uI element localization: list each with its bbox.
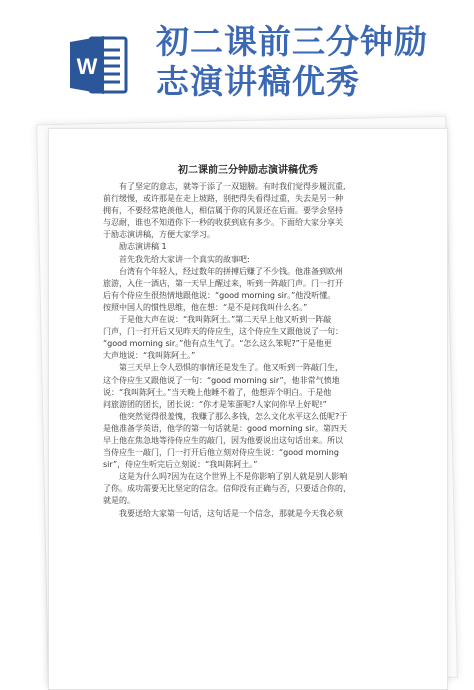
text-line: 当侍应生一敲门，门一打开后他立刻对侍应生说：“good morning: [103, 448, 339, 458]
text-line: 就是的。: [103, 496, 135, 506]
text-line: 前行缓慢，或许那是在走上坡路，别把得失看得过重，失去是另一种: [103, 194, 343, 204]
text-line: 拥有，不要经常艳羡他人，相信属于你的风景还在后面。要学会坚持: [103, 206, 343, 216]
text-line: 这是为什么吗?因为在这个世界上不是你影响了别人就是别人影响: [103, 472, 348, 482]
text-line: 第三天早上令人恐惧的事情还是发生了。他又听到一阵敲门生，: [103, 363, 343, 373]
text-line: 这个侍应生又跟他说了一句：“good morning sir”，他非常气愤地: [103, 375, 340, 385]
text-line: 于励志演讲稿，方便大家学习。: [103, 230, 215, 240]
text-line: 台湾有个年轻人，经过数年的拼搏后赚了不少钱。他准备到欧州: [103, 266, 343, 276]
title-line-2: 志演讲稿优秀: [156, 62, 360, 101]
text-line: 旅游，入住一酒店，第一天早上醒过来，听到一阵敲门声。门一打开: [103, 278, 343, 288]
document-page: [48, 128, 448, 690]
text-line: 与忍耐，谁也不知道你下一秒的收获到底有多少。下面给大家分享关: [103, 218, 343, 228]
text-line: 问旅游团的团长，团长说：“你才是笨蛋呢?人家问你早上好呢!”: [103, 399, 327, 409]
text-line: 说：“我叫陈阿土。”当天晚上他睡不着了，他想弄个明白。于是他: [103, 387, 332, 397]
text-line: 门声，门一打开后又见昨天的侍应生，这个侍应生又跟他说了一句：: [103, 327, 343, 337]
svg-text:W: W: [76, 54, 98, 79]
text-line: 大声地说：“我叫陈阿土。”: [103, 351, 196, 361]
text-line: 有了坚定的意志，就等于添了一双翅膀。有时我们觉得步履沉重,: [103, 182, 346, 191]
page-title: [156, 22, 456, 102]
text-line: 于是他大声在说：“我叫陈阿土。”第二天早上他又听到一阵敲: [103, 315, 332, 325]
header-banner: [0, 0, 474, 118]
text-line: 了你。成功需要无比坚定的信念。信仰没有正确与否，只要适合你的，: [103, 484, 351, 494]
text-line: 早上他在焦急地等待侍应生的敲门，因为他要说出这句话出来。所以: [103, 435, 343, 445]
text-line: 他突然觉得很羞愧，我赚了那么多钱，怎么文化水平这么低呢?于: [103, 411, 348, 421]
text-line: sir”，侍应生听完后立刻说：“我叫陈阿土。”: [103, 460, 258, 470]
section-heading: 励志演讲稿 1: [103, 242, 167, 252]
text-line: “good morning sir。”他有点生气了。“怎么这么笨呢?”于是他更: [103, 339, 332, 349]
text-line: 是他准备学英语，他学的第一句话就是：good morning sir。第四天: [103, 423, 347, 433]
text-line: 我要送给大家第一句话，这句话是一个信念，那就是今天我必须: [103, 508, 343, 518]
word-document-icon: [70, 34, 128, 96]
text-line: 首先我先给大家讲一个真实的故事吧:: [103, 254, 250, 264]
document-body: [103, 181, 393, 520]
text-line: 后有个侍应生很热情地跟他说：“good morning sir。”他没听懂。: [103, 290, 336, 300]
document-title: 初二课前三分钟励志演讲稿优秀: [178, 165, 318, 176]
title-line-1: 初二课前三分钟励: [156, 22, 428, 61]
text-line: 按照中国人的惯性思维，他在想：“是不是问我叫什么名。”: [103, 302, 308, 312]
